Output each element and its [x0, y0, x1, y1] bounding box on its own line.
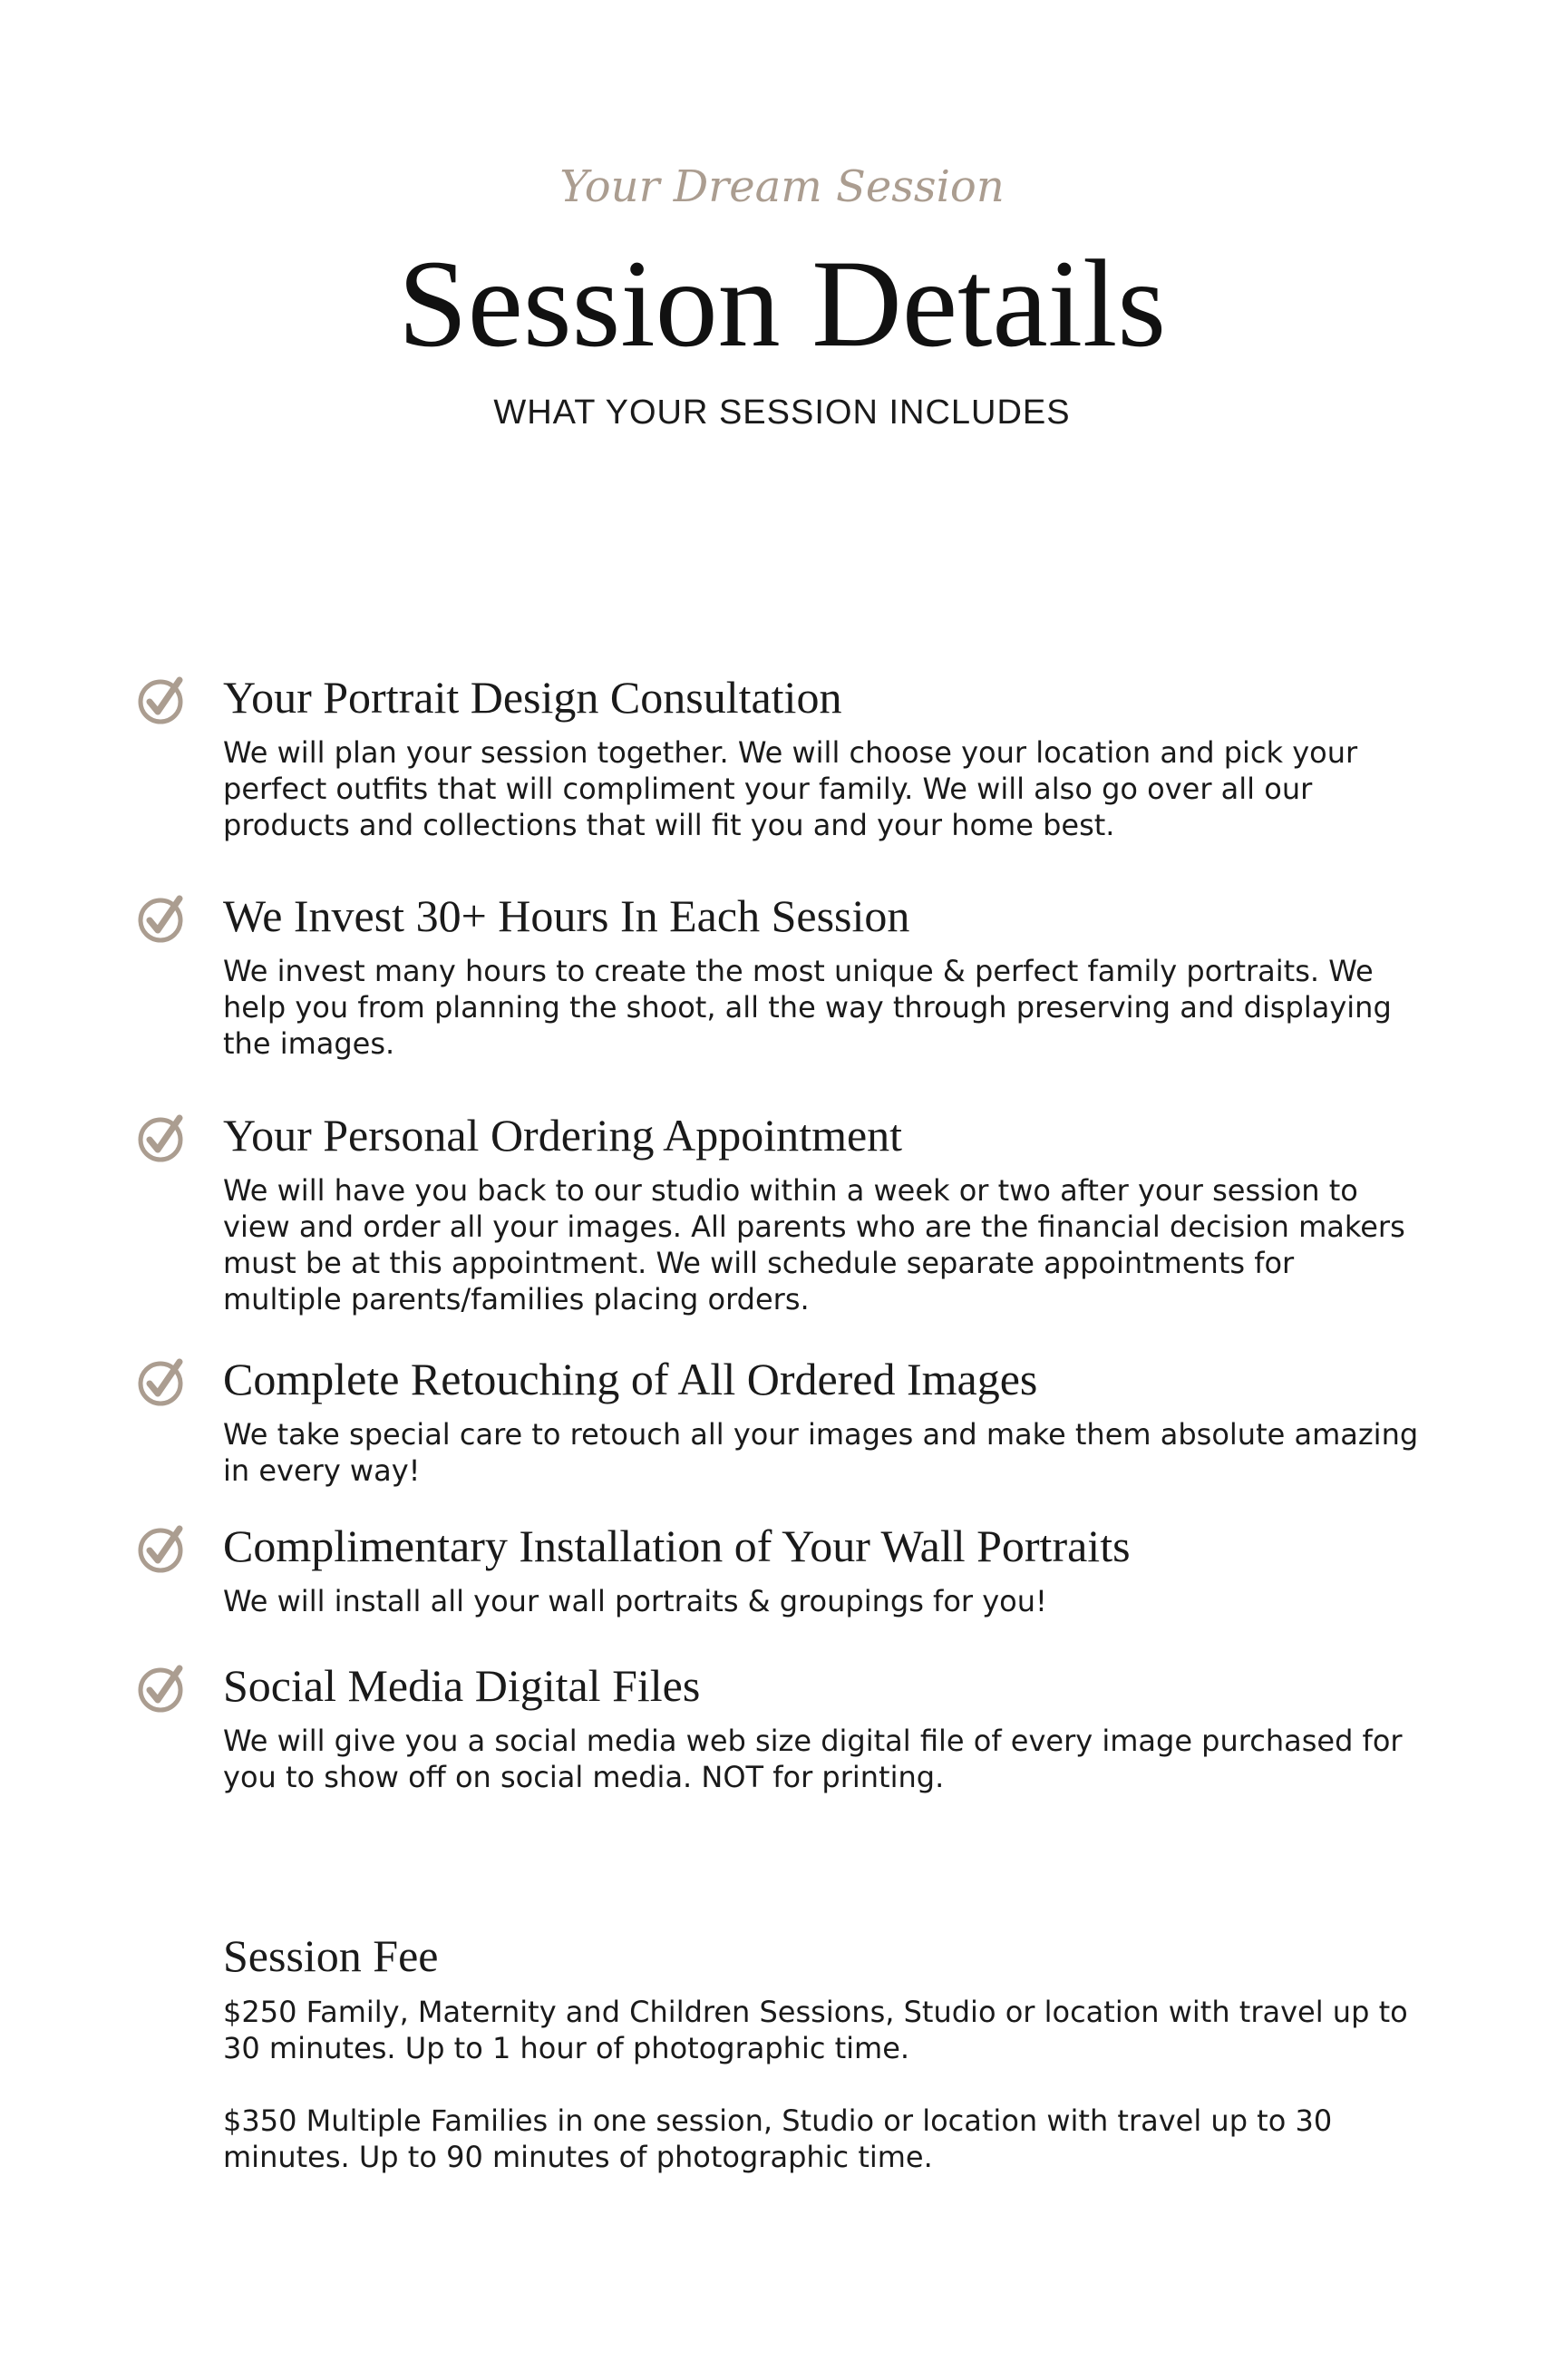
- feature-description: We will plan your session together. We will choose your location and pick your perfect outfits that will compliment your family. We will also go over all our products and collections that will fit you and your home best.: [223, 735, 1358, 842]
- feature-title: We Invest 30+ Hours In Each Session: [223, 890, 910, 941]
- feature-description: We invest many hours to create the most unique & perfect family portraits. We help you from planning the shoot, all the way through preserving and displaying the images.: [223, 954, 1392, 1061]
- checkmark-circle-icon: [136, 1663, 187, 1714]
- feature-title: Your Portrait Design Consultation: [223, 672, 842, 723]
- checkmark-circle-icon: [136, 675, 187, 725]
- fee-line-250: $250 Family, Maternity and Children Sessions, Studio or location with travel up to 30 minutes. Up to 1 hour of photographic time.: [223, 1995, 1408, 2065]
- feature-title: Social Media Digital Files: [223, 1660, 701, 1711]
- eyebrow-text: Your Dream Session: [559, 161, 1005, 212]
- feature-description: We will have you back to our studio within a week or two after your session to view and order all your images. All parents who are the financial decision makers must be at this appointment. We will schedule separate appointments for multiple parents/families placing orders.: [223, 1173, 1405, 1316]
- feature-description: We will install all your wall portraits & groupings for you!: [223, 1584, 1047, 1618]
- feature-title: Your Personal Ordering Appointment: [223, 1110, 903, 1161]
- feature-title: Complimentary Installation of Your Wall Portraits: [223, 1520, 1131, 1571]
- page-header: [0, 163, 1564, 432]
- session-fee-section: [223, 1931, 1420, 2211]
- fee-line-350: $350 Multiple Families in one session, Studio or location with travel up to 30 minutes. Up to 90 minutes of photographic time.: [223, 2103, 1333, 2174]
- checkmark-circle-icon: [136, 1112, 187, 1163]
- checkmark-circle-icon: [136, 1523, 187, 1574]
- page-title: Session Details: [397, 233, 1167, 373]
- checkmark-circle-icon: [136, 893, 187, 944]
- checkmark-circle-icon: [136, 1356, 187, 1407]
- feature-description: We take special care to retouch all your images and make them absolute amazing in every way!: [223, 1417, 1419, 1488]
- page-subtitle: WHAT YOUR SESSION INCLUDES: [493, 393, 1071, 432]
- feature-title: Complete Retouching of All Ordered Images: [223, 1354, 1038, 1404]
- feature-description: We will give you a social media web size digital file of every image purchased for you to show off on social media. NOT for printing.: [223, 1724, 1403, 1794]
- session-fee-title: Session Fee: [223, 1930, 439, 1981]
